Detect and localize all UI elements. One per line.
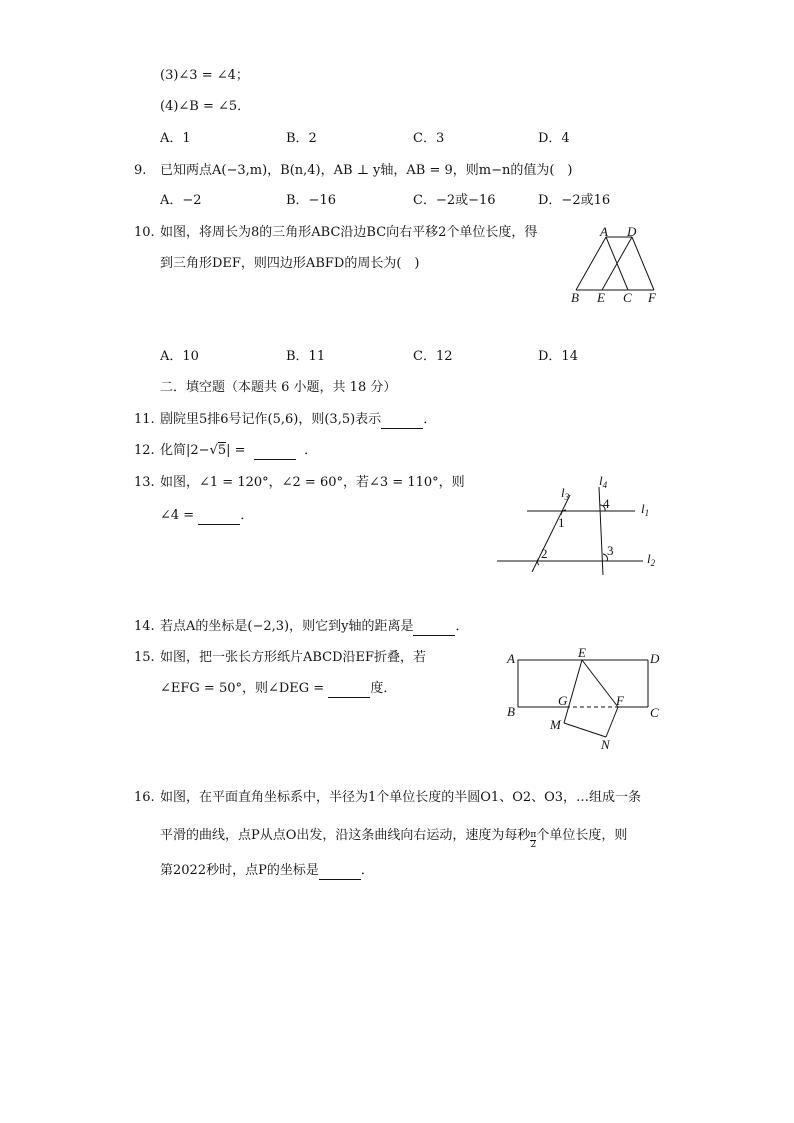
q10-number: 10. — [134, 225, 155, 240]
q14-stem: 若点A的坐标是(−2,3)，则它到y轴的距离是 ． — [160, 619, 469, 634]
label-l3: $l_3$ — [561, 485, 570, 502]
q9-choice-b: B．−16 — [286, 193, 336, 208]
segment-df — [632, 237, 654, 290]
q16-answer-blank[interactable] — [319, 863, 361, 880]
q10-choice-b: B．11 — [286, 349, 326, 364]
q13-parallel-lines-figure — [495, 475, 665, 585]
segment-nf — [606, 707, 618, 737]
label-l2: $l_2$ — [647, 551, 656, 568]
label-b: B — [507, 704, 515, 719]
label-c: C — [650, 705, 659, 720]
q9-number: 9. — [134, 163, 147, 178]
q8-choice-c: C．3 — [413, 131, 445, 146]
q10-triangle-figure — [566, 224, 666, 310]
label-l1: $l_1$ — [641, 501, 650, 518]
q8-choice-d: D．4 — [538, 131, 570, 146]
q10-choice-c: C．12 — [413, 349, 453, 364]
q9-choice-d: D．−2或16 — [538, 193, 611, 208]
q12-number: 12. — [134, 443, 155, 458]
label-b: B — [571, 290, 579, 305]
segment-em — [564, 660, 582, 723]
q16-stem-line2: 平滑的曲线，点P从点O出发，沿这条曲线向右运动，速度为每秒 $\frac{\pi}{2}$ 个单位长度，则 — [160, 828, 628, 850]
q16-stem-line1: 如图，在平面直角坐标系中，半径为1个单位长度的半圆O1、O2、O3，…组成一条 — [160, 790, 642, 805]
rect-left-part — [518, 660, 577, 707]
label-l4: $l_4$ — [599, 473, 608, 490]
q15-answer-blank[interactable] — [328, 681, 370, 698]
q8-choice-a: A．1 — [160, 131, 191, 146]
q11-number: 11. — [134, 412, 155, 427]
section-heading: 二．填空题（本题共 6 小题，共 18 分） — [160, 380, 397, 395]
q8-item-3: (3)∠3 = ∠4； — [160, 68, 249, 83]
q9-choice-a: A．−2 — [160, 193, 202, 208]
q14-answer-blank[interactable] — [413, 619, 455, 636]
q10-stem-line1: 如图，将周长为8的三角形ABC沿边BC向右平移2个单位长度，得 — [160, 225, 538, 240]
label-angle-2: 2 — [541, 546, 548, 561]
label-m: M — [550, 717, 561, 732]
fold-line-ef — [582, 660, 618, 707]
label-n: N — [601, 737, 610, 752]
segment-ab — [576, 237, 606, 290]
segment-de — [602, 237, 632, 290]
q11-answer-blank[interactable] — [381, 412, 423, 429]
label-d: D — [627, 224, 637, 239]
label-f: F — [648, 290, 656, 305]
q12-answer-blank[interactable] — [254, 443, 296, 460]
segment-mn — [564, 723, 606, 737]
label-angle-3: 3 — [607, 543, 614, 558]
label-c: C — [623, 290, 632, 305]
q16-number: 16. — [134, 790, 155, 805]
q9-choice-c: C．−2或−16 — [413, 193, 496, 208]
label-d: D — [650, 651, 660, 666]
label-e: E — [597, 290, 605, 305]
q15-stem-line2: ∠EFG = 50°，则∠DEG = 度． — [160, 681, 397, 696]
q15-number: 15. — [134, 650, 155, 665]
q13-stem-line1: 如图，∠1 = 120°，∠2 = 60°，若∠3 = 110°，则 — [160, 475, 465, 490]
q14-number: 14. — [134, 619, 155, 634]
label-a: A — [507, 651, 515, 666]
q10-stem-line2: 到三角形DEF，则四边形ABFD的周长为( ) — [160, 256, 420, 271]
label-angle-4: 4 — [603, 496, 610, 511]
q11-stem: 剧院里5排6号记作(5,6)，则(3,5)表示 ． — [160, 412, 437, 427]
q15-stem-line1: 如图，把一张长方形纸片ABCD沿EF折叠，若 — [160, 650, 427, 665]
q9-stem: 已知两点A(−3,m)，B(n,4)，AB ⊥ y轴，AB = 9，则m−n的值为( ) — [160, 163, 573, 178]
label-f: F — [616, 693, 624, 708]
label-e: E — [578, 645, 586, 660]
q13-stem-line2: ∠4 = ． — [160, 508, 254, 523]
label-g: G — [558, 693, 568, 708]
label-angle-1: 1 — [558, 515, 565, 530]
q15-folded-rectangle-figure — [500, 645, 670, 757]
q10-choice-a: A．10 — [160, 349, 199, 364]
q10-choice-d: D．14 — [538, 349, 578, 364]
q8-choice-b: B．2 — [286, 131, 317, 146]
q8-item-4: (4)∠B = ∠5． — [160, 99, 251, 114]
q12-stem: 化简|2−√5| = ． — [160, 443, 318, 458]
q13-number: 13. — [134, 475, 155, 490]
label-a: A — [600, 224, 608, 239]
q16-stem-line3: 第2022秒时，点P的坐标是 ． — [160, 863, 374, 878]
q13-answer-blank[interactable] — [198, 508, 240, 525]
